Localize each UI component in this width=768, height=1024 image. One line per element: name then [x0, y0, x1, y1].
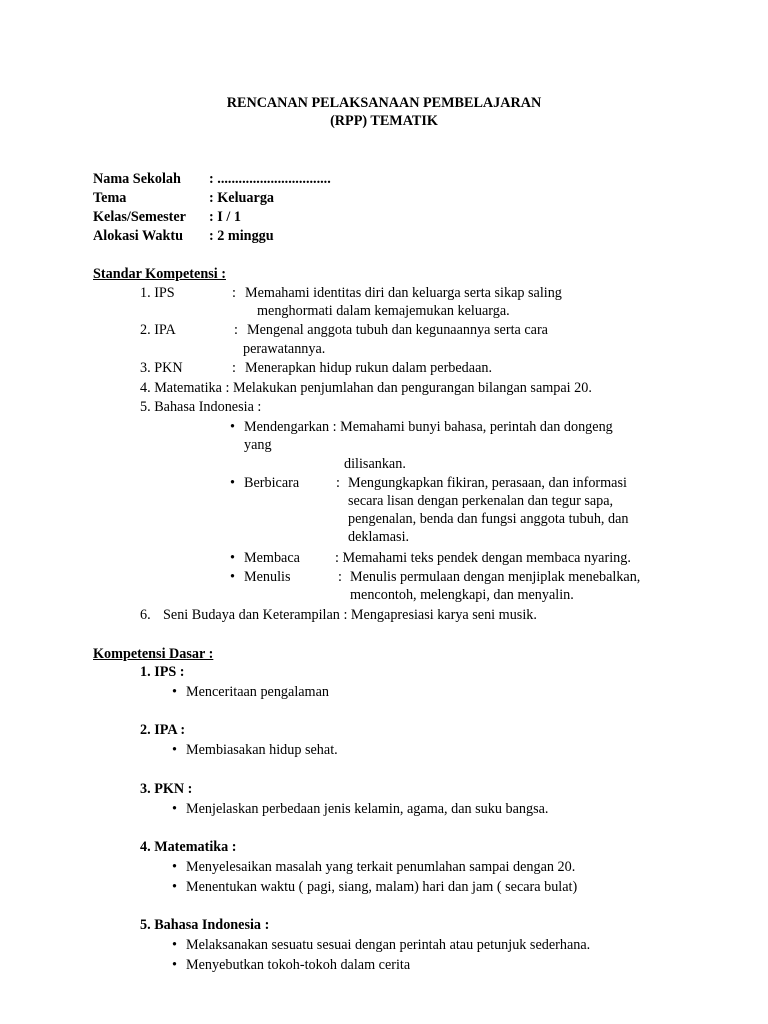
- kd-ips-label: 1. IPS :: [140, 664, 185, 680]
- document-subtitle: (RPP) TEMATIK: [330, 113, 438, 129]
- identity-label-school: Nama Sekolah: [93, 171, 181, 187]
- kd-bi-label: 5. Bahasa Indonesia :: [140, 917, 270, 933]
- sk-bi-label: 5. Bahasa Indonesia :: [140, 399, 262, 415]
- identity-label-time: Alokasi Waktu: [93, 228, 184, 244]
- sk-ipa-label: 2. IPA: [140, 322, 176, 338]
- kd-bi-item-2: • Menyebutkan tokoh-tokoh dalam cerita: [186, 956, 410, 974]
- identity-value-school: : ................................: [209, 171, 331, 187]
- kd-mat-item-1: • Menyelesaikan masalah yang terkait penumlahan sampai dengan 20.: [186, 858, 575, 876]
- kd-pkn-label: 3. PKN :: [140, 781, 193, 797]
- sk-ips-colon: :: [232, 285, 236, 301]
- sk-bi-berbicara-text-3: pengenalan, benda dan fungsi anggota tubuh, dan: [348, 511, 629, 527]
- sk-bi-berbicara-text-2: secara lisan dengan perkenalan dan tegur sapa,: [348, 493, 614, 509]
- sk-bi-berbicara-label: • Berbicara: [244, 474, 299, 492]
- sk-bi-berbicara-colon: :: [336, 475, 340, 491]
- sk-bi-membaca-text: : Memahami teks pendek dengan membaca nyaring.: [335, 550, 631, 566]
- sk-bi-membaca-label: • Membaca: [244, 549, 300, 567]
- sk-sbk-number: 6.: [140, 607, 151, 623]
- sk-bi-mendengarkan: • Mendengarkan : Memahami bunyi bahasa, perintah dan dongeng: [244, 418, 613, 436]
- sk-matematika: 4. Matematika : Melakukan penjumlahan dan pengurangan bilangan sampai 20.: [140, 380, 592, 396]
- sk-bi-mendengarkan-3: dilisankan.: [344, 456, 406, 472]
- sk-ipa-colon: :: [234, 322, 238, 338]
- sk-bi-menulis-colon: :: [338, 569, 342, 585]
- kd-pkn-item: • Menjelaskan perbedaan jenis kelamin, agama, dan suku bangsa.: [186, 800, 548, 818]
- sk-ips-text-2: menghormati dalam kemajemukan keluarga.: [257, 303, 510, 319]
- kd-ipa-label: 2. IPA :: [140, 722, 186, 738]
- identity-value-theme: : Keluarga: [209, 190, 275, 206]
- kd-bi-item-1: • Melaksanakan sesuatu sesuai dengan perintah atau petunjuk sederhana.: [186, 936, 590, 954]
- sk-pkn-colon: :: [232, 360, 236, 376]
- sk-ipa-text-2: perawatannya.: [243, 341, 326, 357]
- sk-bi-menulis-text-2: mencontoh, melengkapi, dan menyalin.: [350, 587, 574, 603]
- identity-label-class: Kelas/Semester: [93, 209, 186, 225]
- sk-bi-menulis-label: • Menulis: [244, 568, 291, 586]
- kd-heading: Kompetensi Dasar :: [93, 646, 214, 662]
- document-title: RENCANAN PELAKSANAAN PEMBELAJARAN: [226, 95, 542, 111]
- sk-sbk-text: Seni Budaya dan Keterampilan : Mengapresiasi karya seni musik.: [163, 607, 537, 623]
- sk-ips-label: 1. IPS: [140, 285, 175, 301]
- sk-pkn-label: 3. PKN: [140, 360, 183, 376]
- sk-pkn-text: Menerapkan hidup rukun dalam perbedaan.: [245, 360, 493, 376]
- sk-bi-berbicara-text-4: deklamasi.: [348, 529, 410, 545]
- kd-mat-label: 4. Matematika :: [140, 839, 237, 855]
- sk-bi-berbicara-text-1: Mengungkapkan fikiran, perasaan, dan informasi: [348, 475, 627, 491]
- identity-value-time: : 2 minggu: [209, 228, 274, 244]
- kd-ips-item: • Menceritaan pengalaman: [186, 683, 329, 701]
- kd-ipa-item: • Membiasakan hidup sehat.: [186, 741, 338, 759]
- sk-ipa-text-1: Mengenal anggota tubuh dan kegunaannya serta cara: [247, 322, 548, 338]
- identity-label-theme: Tema: [93, 190, 127, 206]
- sk-heading: Standar Kompetensi :: [93, 266, 226, 282]
- sk-bi-mendengarkan-2: yang: [244, 437, 272, 453]
- kd-mat-item-2: • Menentukan waktu ( pagi, siang, malam) hari dan jam ( secara bulat): [186, 878, 577, 896]
- sk-ips-text-1: Memahami identitas diri dan keluarga serta sikap saling: [245, 285, 562, 301]
- identity-value-class: : I / 1: [209, 209, 241, 225]
- sk-bi-menulis-text-1: Menulis permulaan dengan menjiplak menebalkan,: [350, 569, 641, 585]
